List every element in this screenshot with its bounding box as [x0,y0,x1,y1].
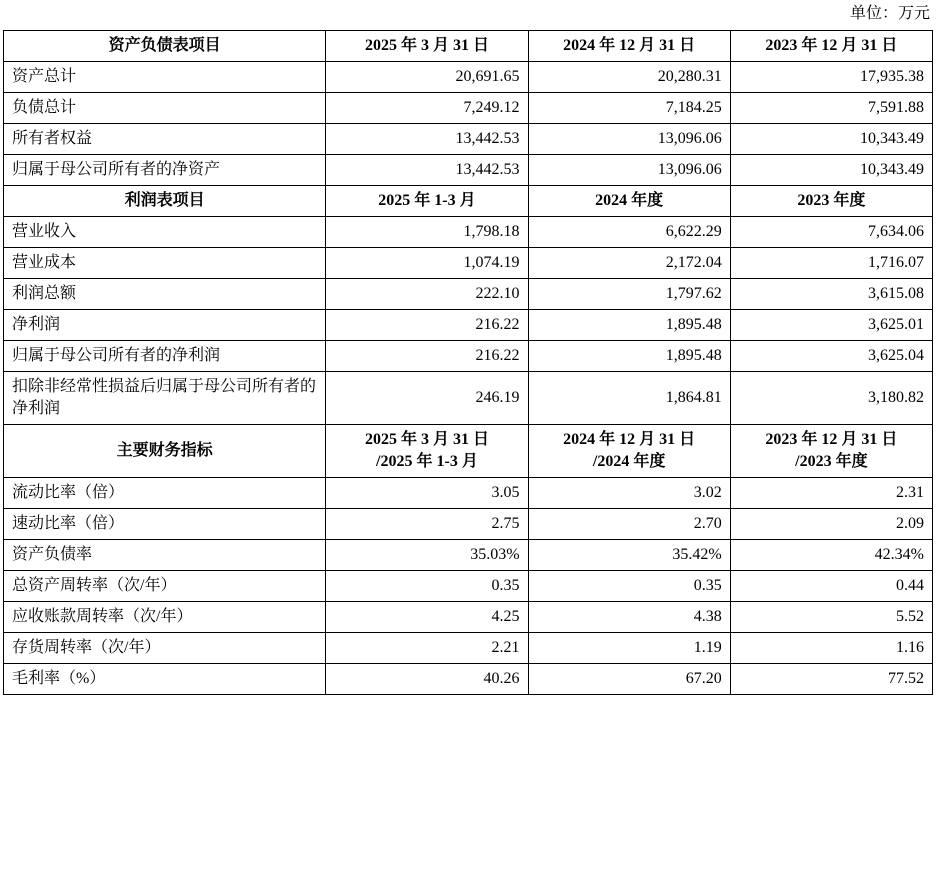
row-label: 扣除非经常性损益后归属于母公司所有者的净利润 [4,372,326,425]
row-value: 1,895.48 [528,341,730,372]
row-label: 总资产周转率（次/年） [4,571,326,602]
row-value: 2.70 [528,509,730,540]
row-value: 3,625.01 [730,310,932,341]
header-line-2: /2025 年 1-3 月 [376,453,478,470]
row-value: 3.02 [528,478,730,509]
row-value: 4.38 [528,602,730,633]
row-label: 营业收入 [4,217,326,248]
header-line-2: /2023 年度 [795,453,868,470]
row-value: 3,615.08 [730,279,932,310]
header-cell: 2024 年度 [528,186,730,217]
row-label: 速动比率（倍） [4,509,326,540]
row-value: 1,074.19 [326,248,528,279]
row-value: 13,442.53 [326,155,528,186]
row-value: 2.21 [326,633,528,664]
table-row [4,217,933,248]
table-row [4,279,933,310]
table-row [4,93,933,124]
row-value: 35.03% [326,540,528,571]
row-value: 1.19 [528,633,730,664]
table-header-row [4,425,933,478]
row-value: 40.26 [326,664,528,695]
header-cell: 资产负债表项目 [4,31,326,62]
row-value: 2,172.04 [528,248,730,279]
row-label: 归属于母公司所有者的净利润 [4,341,326,372]
table-row [4,248,933,279]
row-value: 77.52 [730,664,932,695]
row-value: 7,249.12 [326,93,528,124]
header-cell: 主要财务指标 [4,425,326,478]
header-cell: 2025 年 3 月 31 日 [326,31,528,62]
table-row [4,310,933,341]
row-value: 2.09 [730,509,932,540]
row-value: 222.10 [326,279,528,310]
table-row [4,478,933,509]
row-value: 7,184.25 [528,93,730,124]
row-value: 6,622.29 [528,217,730,248]
row-value: 5.52 [730,602,932,633]
table-row [4,372,933,425]
row-value: 1,864.81 [528,372,730,425]
row-value: 1,716.07 [730,248,932,279]
row-label: 利润总额 [4,279,326,310]
row-label: 净利润 [4,310,326,341]
row-value: 1.16 [730,633,932,664]
row-label: 负债总计 [4,93,326,124]
row-value: 35.42% [528,540,730,571]
table-row [4,124,933,155]
table-row [4,155,933,186]
header-line-1: 2024 年 12 月 31 日 [563,431,696,448]
header-cell [730,425,932,478]
row-value: 216.22 [326,341,528,372]
header-cell [326,425,528,478]
row-value: 10,343.49 [730,155,932,186]
row-value: 20,280.31 [528,62,730,93]
row-label: 所有者权益 [4,124,326,155]
table-row [4,602,933,633]
row-value: 2.31 [730,478,932,509]
row-value: 20,691.65 [326,62,528,93]
row-label: 资产总计 [4,62,326,93]
header-cell: 利润表项目 [4,186,326,217]
row-value: 13,096.06 [528,155,730,186]
row-value: 2.75 [326,509,528,540]
row-value: 67.20 [528,664,730,695]
table-row [4,633,933,664]
table-row [4,571,933,602]
row-value: 0.35 [326,571,528,602]
row-value: 7,591.88 [730,93,932,124]
row-value: 246.19 [326,372,528,425]
row-value: 0.35 [528,571,730,602]
table-row [4,341,933,372]
row-label: 流动比率（倍） [4,478,326,509]
header-cell [528,425,730,478]
table-row [4,540,933,571]
table-header-row [4,31,933,62]
row-value: 13,096.06 [528,124,730,155]
row-value: 3,625.04 [730,341,932,372]
row-label: 资产负债率 [4,540,326,571]
row-value: 10,343.49 [730,124,932,155]
header-line-1: 2023 年 12 月 31 日 [765,431,898,448]
row-value: 42.34% [730,540,932,571]
header-cell: 2025 年 1-3 月 [326,186,528,217]
header-cell: 2023 年度 [730,186,932,217]
row-value: 13,442.53 [326,124,528,155]
row-label: 存货周转率（次/年） [4,633,326,664]
header-cell: 2023 年 12 月 31 日 [730,31,932,62]
row-label: 应收账款周转率（次/年） [4,602,326,633]
row-value: 0.44 [730,571,932,602]
table-row [4,62,933,93]
financial-summary-table [3,30,933,695]
table-row [4,509,933,540]
row-value: 216.22 [326,310,528,341]
header-cell: 2024 年 12 月 31 日 [528,31,730,62]
row-value: 3.05 [326,478,528,509]
row-value: 7,634.06 [730,217,932,248]
header-line-1: 2025 年 3 月 31 日 [364,431,489,448]
row-value: 1,895.48 [528,310,730,341]
table-header-row [4,186,933,217]
unit-note: 单位：万元 [849,5,930,22]
row-label: 归属于母公司所有者的净资产 [4,155,326,186]
row-label: 毛利率（%） [4,664,326,695]
header-line-2: /2024 年度 [592,453,666,470]
row-value: 4.25 [326,602,528,633]
row-value: 1,798.18 [326,217,528,248]
row-value: 1,797.62 [528,279,730,310]
row-value: 17,935.38 [730,62,932,93]
row-label: 营业成本 [4,248,326,279]
row-value: 3,180.82 [730,372,932,425]
table-row [4,664,933,695]
